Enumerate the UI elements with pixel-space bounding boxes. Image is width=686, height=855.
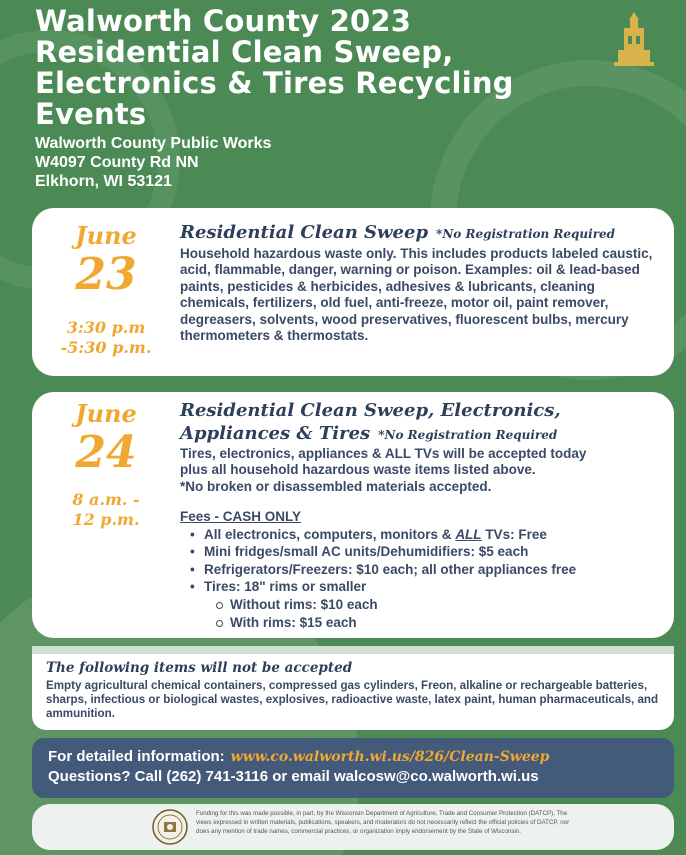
description-line: *No broken or disassembled materials accepted.: [180, 478, 492, 494]
event-time: 8 a.m. -: [72, 490, 140, 509]
not-accepted-title: The following items will not be accepted: [46, 660, 353, 676]
event-month: June: [75, 399, 137, 428]
title-line: Events: [35, 97, 147, 131]
divider-band: [32, 646, 674, 654]
description-line: Tires, electronics, appliances & ALL TVs will be accepted today: [180, 446, 587, 461]
event-description: Household hazardous waste only. This includes products labeled caustic, acid, flammable, danger, warning or poison. Examples: oil & lead-based paints, pesticides & herbicides, adhesives & lubricants, cleaning chemicals, fertilizers, old fuel, anti-freeze, motor oil, paint remover, degreasers, solvents, wood preservatives, fluorescent bulbs, mercury thermometers & thermostats.: [180, 246, 653, 344]
event-time: 3:30 p.m: [66, 318, 146, 337]
event-title: Residential Clean Sweep: [180, 222, 429, 243]
not-accepted-text: Empty agricultural chemical containers, compressed gas cylinders, Freon, alkaline or rechargeable batteries, sharps, infectious or biological wastes, explosives, radioactive waste, latex paint, human pharmaceuticals, and ammunition.: [46, 679, 659, 720]
event-description: [180, 446, 660, 495]
fee-item: • Tires: 18" rims or smaller Without rims: $10 each With rims: $15 each: [188, 578, 660, 631]
tire-fee-item: With rims: $15 each: [214, 614, 660, 632]
registration-note: *No Registration Required: [378, 428, 558, 442]
event-details: [180, 399, 660, 631]
event-title: Appliances & Tires: [180, 423, 371, 444]
event-card-june-23: [32, 208, 674, 376]
fees-list: [188, 526, 660, 632]
wisconsin-state-seal-icon: [152, 809, 188, 845]
flyer-header: [35, 6, 635, 191]
event-card-june-24: [32, 392, 674, 638]
contact-info-bar: [32, 738, 674, 798]
title-line: Residential Clean Sweep,: [35, 35, 454, 69]
fees-heading: Fees - CASH ONLY: [180, 509, 302, 525]
event-title: Residential Clean Sweep, Electronics,: [180, 400, 561, 421]
funding-footer: [32, 804, 674, 850]
event-time: -5:30 p.m.: [60, 338, 152, 357]
questions-contact[interactable]: Questions? Call (262) 741-3116 or email walcosw@co.walworth.wi.us: [48, 768, 539, 785]
event-day: 24: [75, 427, 137, 478]
fee-emphasis: ALL: [455, 526, 482, 542]
not-accepted-box: [32, 654, 674, 730]
tire-fee-item: Without rims: $10 each: [214, 596, 660, 614]
description-line: plus all household hazardous waste items listed above.: [180, 462, 536, 478]
event-day: 23: [75, 249, 137, 300]
event-details: [180, 221, 660, 344]
address-line: W4097 County Rd NN: [35, 154, 199, 171]
funding-disclaimer: Funding for this was made possible, in part, by the Wisconsin Department of Agriculture, Trade and Consumer Protection (DATCP). The views expressed in written materials, publications, speakers, and moderators do not necessarily reflect the official policies of DATCP, nor does any mention of trade names, commercial practices, or organization imply endorsement by the State of Wisconsin.: [196, 810, 570, 835]
address-line: Walworth County Public Works: [35, 135, 272, 152]
fee-item: • Refrigerators/Freezers: $10 each; all other appliances free: [188, 561, 660, 579]
tire-fees-list: [214, 596, 660, 631]
fee-item: • All electronics, computers, monitors & ALL TVs: Free: [188, 526, 660, 544]
event-date: [32, 400, 180, 530]
address-line: Elkhorn, WI 53121: [35, 173, 172, 190]
county-seal-icon: [606, 10, 662, 74]
title-line: Walworth County 2023: [35, 4, 412, 38]
event-date: [32, 222, 180, 358]
fee-item: • Mini fridges/small AC units/Dehumidifiers: $5 each: [188, 543, 660, 561]
title-line: Electronics & Tires Recycling: [35, 66, 514, 100]
event-month: June: [75, 221, 137, 250]
event-time: 12 p.m.: [72, 510, 140, 529]
registration-note: *No Registration Required: [436, 227, 616, 241]
info-label: For detailed information:: [48, 748, 225, 765]
website-link[interactable]: www.co.walworth.wi.us/826/Clean-Sweep: [230, 749, 550, 765]
address-block: [35, 134, 635, 191]
